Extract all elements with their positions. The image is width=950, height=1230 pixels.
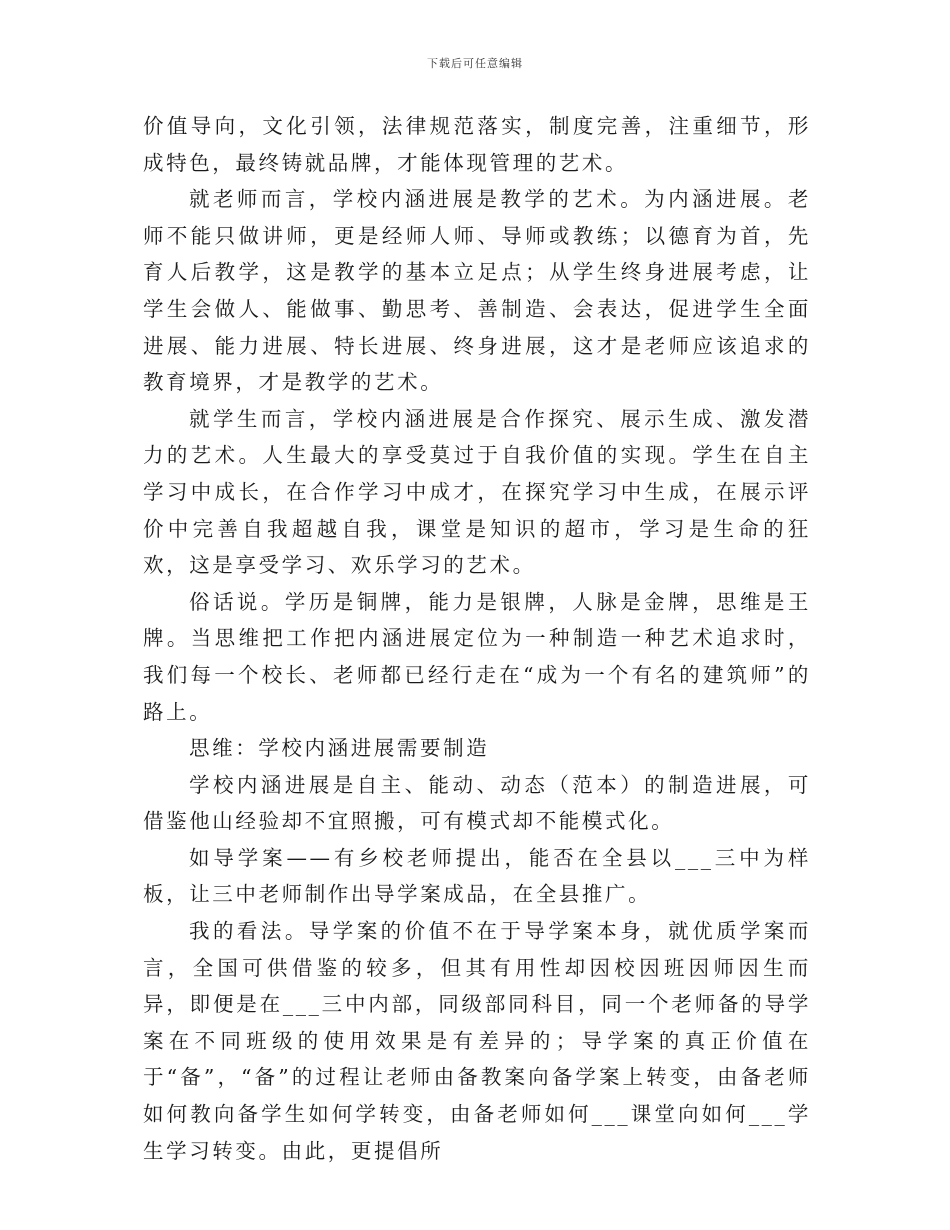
paragraph-4: 俗话说。学历是铜牌，能力是银牌，人脉是金牌，思维是王牌。当思维把工作把内涵进展定位为一种制造一种艺术追求时，我们每一个校长、老师都已经行走在“成为一个有名的建筑师”的路上。	[143, 589, 811, 724]
section-heading: 思维：学校内涵进展需要制造	[189, 736, 490, 761]
paragraph-2: 就老师而言，学校内涵进展是教学的艺术。为内涵进展。老师不能只做讲师，更是经师人师、导师或教练；以德育为首，先育人后教学，这是教学的基本立足点；从学生终身进展考虑，让学生会做人、能做事、勤思考、善制造、会表达，促进学生全面进展、能力进展、特长进展、终身进展，这才是老师应该追求的教育境界，才是教学的艺术。	[143, 187, 811, 395]
paragraph-3: 就学生而言，学校内涵进展是合作探究、展示生成、激发潜力的艺术。人生最大的享受莫过于自我价值的实现。学生在自主学习中成长，在合作学习中成才，在探究学习中生成，在展示评价中完善自我超越自我，课堂是知识的超市，学习是生命的狂欢，这是享受学习、欢乐学习的艺术。	[143, 406, 811, 578]
page-header-note: 下载后可任意编辑	[427, 57, 523, 70]
paragraph-7: 我的看法。导学案的价值不在于导学案本身，就优质学案而言，全国可供借鉴的较多，但其有用性却因校因班因师因生而异，即便是在___三中内部，同级部同科目，同一个老师备的导学案在不同班级的使用效果是有差异的；导学案的真正价值在于“备”，“备”的过程让老师由备教案向备学案上转变，由备老师如何教向备学生如何学转变，由备老师如何___课堂向如何___学生学习转变。由此，更提倡所	[143, 919, 811, 1163]
paragraph-1: 价值导向，文化引领，法律规范落实，制度完善，注重细节，形成特色，最终铸就品牌，才能体现管理的艺术。	[143, 114, 811, 175]
document-body	[143, 108, 811, 1169]
paragraph-5: 学校内涵进展是自主、能动、动态（范本）的制造进展，可借鉴他山经验却不宜照搬，可有模式却不能模式化。	[143, 772, 811, 834]
paragraph-6: 如导学案——有乡校老师提出，能否在全县以___三中为样板，让三中老师制作出导学案成品，在全县推广。	[143, 845, 811, 907]
